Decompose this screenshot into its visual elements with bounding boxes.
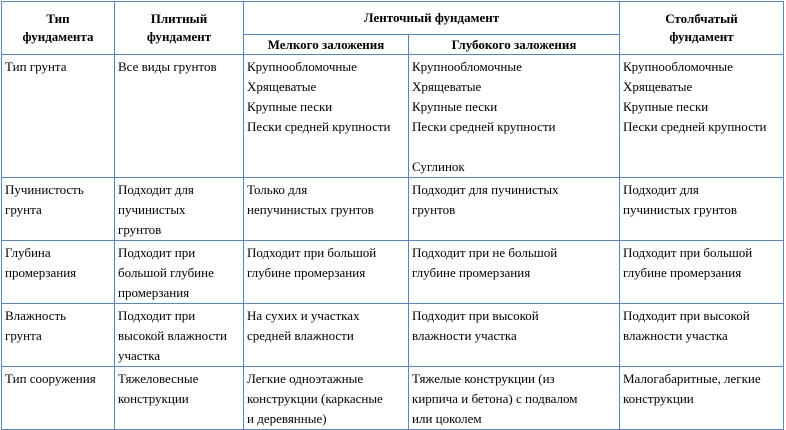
cell-line: Пески средней крупности bbox=[247, 119, 391, 134]
cell-line: Тяжелые конструкции (из bbox=[412, 371, 555, 386]
table-row bbox=[2, 367, 784, 430]
cell-strip-deep bbox=[409, 367, 620, 430]
cell-line: Подходит при bbox=[118, 308, 196, 323]
cell-line: промерзания bbox=[118, 285, 190, 300]
cell-strip-shallow bbox=[244, 55, 409, 178]
cell-strip-deep bbox=[409, 304, 620, 367]
cell-line: грунтов bbox=[118, 222, 162, 237]
cell-column bbox=[620, 304, 784, 367]
cell-line: Подходит для bbox=[623, 182, 699, 197]
foundation-comparison-table bbox=[1, 1, 784, 430]
row-label bbox=[2, 367, 115, 430]
cell-line: Подходит при высокой bbox=[412, 308, 539, 323]
cell-line: Крупные пески bbox=[247, 99, 333, 114]
cell-line: пучинистых грунтов bbox=[623, 202, 738, 217]
cell-line: Все виды грунтов bbox=[118, 59, 217, 74]
header-text: Плитный bbox=[150, 11, 208, 26]
table-row bbox=[2, 55, 784, 178]
row-label bbox=[2, 241, 115, 304]
header-text: Столбчатый bbox=[665, 11, 738, 26]
cell-line: грунта bbox=[5, 202, 42, 217]
cell-line: Пески средней крупности bbox=[623, 119, 767, 134]
row-label bbox=[2, 55, 115, 178]
cell-line: Хрящеватые bbox=[412, 79, 482, 94]
cell-column bbox=[620, 241, 784, 304]
cell-line: Влажность bbox=[5, 308, 67, 323]
cell-line: Пески средней крупности bbox=[412, 119, 556, 134]
header-text: фундамент bbox=[669, 29, 734, 44]
cell-line: промерзания bbox=[5, 265, 77, 280]
cell-line: Подходит для bbox=[118, 182, 194, 197]
cell-line: конструкции (каркасные bbox=[247, 391, 383, 406]
cell-line: пучинистых bbox=[118, 202, 186, 217]
cell-line: конструкции bbox=[118, 391, 189, 406]
cell-slab bbox=[115, 241, 244, 304]
cell-line: средней влажности bbox=[247, 328, 354, 343]
cell-line: грунтов bbox=[412, 202, 456, 217]
cell-line: Подходит для пучинистых bbox=[412, 182, 559, 197]
cell-line: глубине промерзания bbox=[247, 265, 366, 280]
cell-line: На сухих и участках bbox=[247, 308, 360, 323]
header-strip: Ленточный фундамент bbox=[244, 2, 620, 35]
cell-line: влажности участка bbox=[623, 328, 728, 343]
header-slab bbox=[115, 2, 244, 55]
cell-line: Пучинистость bbox=[5, 182, 84, 197]
cell-line: Легкие одноэтажные bbox=[247, 371, 364, 386]
header-foundation-type bbox=[2, 2, 115, 55]
cell-slab bbox=[115, 178, 244, 241]
cell-strip-shallow bbox=[244, 178, 409, 241]
cell-line: кирпича и бетона) с подвалом bbox=[412, 391, 578, 406]
cell-line: Подходит при большой bbox=[623, 245, 753, 260]
cell-line: Подходит при высокой bbox=[623, 308, 750, 323]
cell-strip-deep bbox=[409, 178, 620, 241]
cell-line: Малогабаритные, легкие bbox=[623, 371, 761, 386]
cell-line: Тяжеловесные bbox=[118, 371, 199, 386]
cell-line: и деревянные) bbox=[247, 411, 327, 426]
cell-line: Хрящеватые bbox=[623, 79, 693, 94]
cell-line: Глубина bbox=[5, 245, 51, 260]
cell-strip-shallow bbox=[244, 304, 409, 367]
cell-line: Хрящеватые bbox=[247, 79, 317, 94]
header-text: фундамент bbox=[146, 29, 212, 44]
cell-line: Суглинок bbox=[412, 159, 465, 174]
table-row bbox=[2, 241, 784, 304]
cell-strip-shallow bbox=[244, 241, 409, 304]
cell-line: Тип сооружения bbox=[5, 371, 96, 386]
cell-line: Крупнообломочные bbox=[412, 59, 522, 74]
cell-line: Крупные пески bbox=[623, 99, 709, 114]
header-text: фундамента bbox=[22, 29, 94, 44]
cell-strip-deep bbox=[409, 55, 620, 178]
cell-line: Крупные пески bbox=[412, 99, 498, 114]
cell-line: глубине промерзания bbox=[412, 265, 531, 280]
cell-line: Крупнообломочные bbox=[247, 59, 357, 74]
cell-column bbox=[620, 178, 784, 241]
cell-strip-deep bbox=[409, 241, 620, 304]
cell-line: Подходит при большой bbox=[247, 245, 377, 260]
cell-line: глубине промерзания bbox=[623, 265, 742, 280]
cell-line: Тип грунта bbox=[5, 59, 67, 74]
cell-line: или цоколем bbox=[412, 411, 482, 426]
header-text: Тип bbox=[46, 11, 70, 26]
cell-strip-shallow bbox=[244, 367, 409, 430]
row-label bbox=[2, 178, 115, 241]
cell-column bbox=[620, 55, 784, 178]
cell-line: влажности участка bbox=[412, 328, 517, 343]
header-column bbox=[620, 2, 784, 55]
table-row bbox=[2, 304, 784, 367]
cell-line: Крупнообломочные bbox=[623, 59, 733, 74]
row-label bbox=[2, 304, 115, 367]
cell-line: участка bbox=[118, 348, 161, 363]
cell-line: Подходит при bbox=[118, 245, 196, 260]
cell-slab bbox=[115, 367, 244, 430]
header-strip-deep: Глубокого заложения bbox=[409, 35, 620, 55]
header-strip-shallow: Мелкого заложения bbox=[244, 35, 409, 55]
header-row-top bbox=[2, 2, 784, 35]
cell-line bbox=[412, 137, 617, 157]
cell-line: Подходит при не большой bbox=[412, 245, 558, 260]
cell-line: непучинистых грунтов bbox=[247, 202, 374, 217]
cell-line: конструкции bbox=[623, 391, 694, 406]
cell-line: Только для bbox=[247, 182, 308, 197]
cell-line: высокой влажности bbox=[118, 328, 227, 343]
cell-slab bbox=[115, 55, 244, 178]
table-row bbox=[2, 178, 784, 241]
cell-line: грунта bbox=[5, 328, 42, 343]
cell-slab bbox=[115, 304, 244, 367]
cell-line: большой глубине bbox=[118, 265, 214, 280]
cell-column bbox=[620, 367, 784, 430]
